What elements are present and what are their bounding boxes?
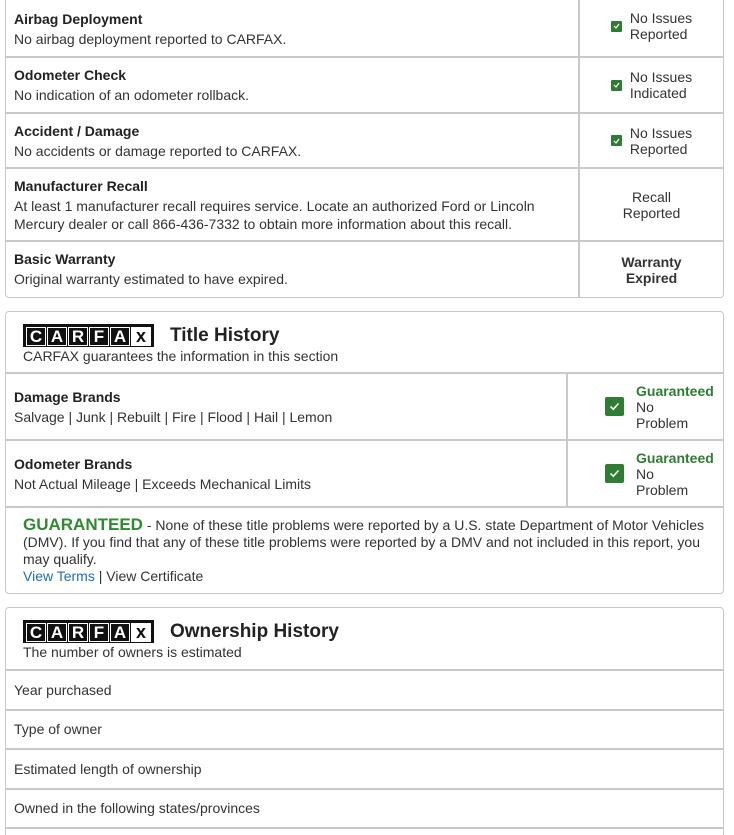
table-row: [6, 0, 723, 58]
row-description: Salvage | Junk | Rebuilt | Fire | Flood | Hail | Lemon: [14, 409, 333, 425]
row-description: Not Actual Mileage | Exceeds Mechanical Limits: [14, 476, 311, 492]
check-icon: [611, 135, 622, 146]
status-line: Recall: [632, 188, 671, 205]
row-description: Original warranty estimated to have expired.: [14, 271, 288, 287]
guarantee-notice: [6, 508, 723, 593]
check-icon: [605, 464, 624, 483]
guaranteed-label: Guaranteed: [636, 382, 714, 399]
section-title: Title History: [170, 324, 280, 346]
status-line: Problem: [636, 481, 689, 498]
status-cell: [580, 242, 723, 297]
row-title: Accident / Damage: [14, 123, 140, 139]
row-title: Manufacturer Recall: [14, 178, 148, 194]
view-terms-link[interactable]: View Terms: [23, 568, 95, 584]
carfax-logo: C A R F A x: [23, 620, 154, 643]
ownership-row: Owned in the following states/provinces: [6, 790, 723, 830]
table-row: [6, 114, 723, 169]
history-checks-table: [5, 0, 724, 298]
status-line: No Issues: [629, 124, 693, 141]
status-cell: [580, 114, 723, 167]
row-description: No indication of an odometer rollback.: [14, 87, 250, 103]
status-line: Reported: [629, 140, 688, 157]
section-subtitle: CARFAX guarantees the information in this section: [23, 348, 339, 364]
ownership-history-section: [5, 607, 724, 835]
carfax-logo: C A R F A x: [23, 324, 154, 347]
status-line: No: [636, 398, 654, 415]
status-cell: [580, 169, 723, 240]
check-icon: [605, 397, 624, 416]
status-line: Reported: [622, 204, 681, 221]
row-title: Odometer Check: [14, 67, 127, 83]
row-description: No accidents or damage reported to CARFAX.: [14, 143, 302, 159]
view-certificate-link[interactable]: View Certificate: [106, 568, 204, 584]
row-title: Airbag Deployment: [14, 11, 143, 27]
status-cell: [568, 441, 723, 506]
guaranteed-word: GUARANTEED: [23, 515, 143, 534]
status-cell: [568, 374, 723, 439]
status-line: No Issues: [629, 10, 693, 26]
link-separator: |: [94, 568, 107, 584]
status-line: Warranty: [621, 253, 682, 270]
status-line: Problem: [636, 414, 689, 431]
guarantee-text: - None of these title problems were reported by a U.S. state Department of Motor Vehicles (DMV). If you find that any of these title problems were reported by a DMV and not included in this report, you may qualify.: [23, 517, 704, 567]
status-line: Reported: [629, 26, 688, 42]
section-subtitle: The number of owners is estimated: [23, 644, 242, 660]
check-icon: [611, 80, 622, 91]
status-line: Indicated: [629, 85, 687, 101]
status-line: No Issues: [629, 69, 693, 85]
section-title: Ownership History: [170, 620, 339, 642]
ownership-row: Estimated length of ownership: [6, 750, 723, 790]
status-cell: [580, 0, 723, 56]
table-row: [6, 441, 723, 508]
status-cell: [580, 58, 723, 112]
table-row: [6, 242, 723, 297]
ownership-row: Type of owner: [6, 711, 723, 751]
guaranteed-label: Guaranteed: [636, 449, 714, 466]
status-line: Expired: [625, 269, 678, 286]
title-history-section: [5, 311, 724, 594]
table-row: [6, 169, 723, 242]
row-title: Odometer Brands: [14, 456, 133, 472]
section-header: [6, 608, 723, 671]
check-icon: [611, 21, 622, 32]
table-row: [6, 374, 723, 441]
row-title: Basic Warranty: [14, 251, 116, 267]
row-title: Damage Brands: [14, 389, 121, 405]
row-description: No airbag deployment reported to CARFAX.: [14, 31, 287, 47]
row-description: At least 1 manufacturer recall requires service. Locate an authorized Ford or Lincoln Mercury dealer or call 866-436-7332 to obtain more information about this recall.: [14, 198, 535, 232]
status-line: No: [636, 465, 654, 482]
section-header: [6, 312, 723, 374]
ownership-row: Year purchased: [6, 671, 723, 711]
table-row: [6, 58, 723, 114]
